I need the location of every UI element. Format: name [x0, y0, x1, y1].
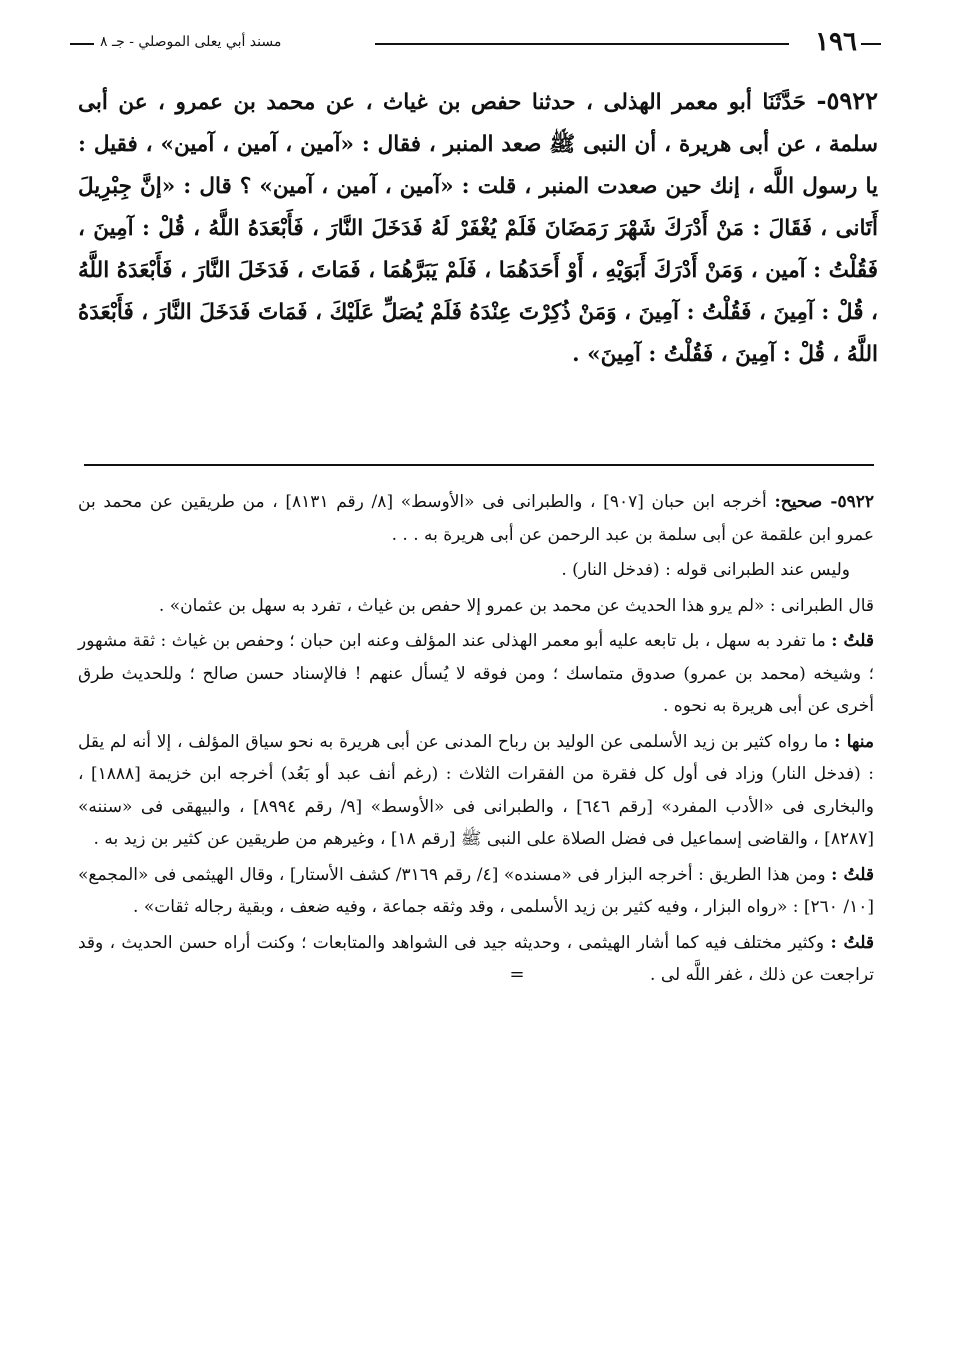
- header-rule: [70, 43, 94, 45]
- note-text: وكثير مختلف فيه كما أشار الهيثمى ، وحديثه جيد فى الشواهد والمتابعات ؛ وكنت أراه حسن الحديث ، وقد تراجعت عن ذلك ، غفر اللَّه لى .: [78, 932, 874, 985]
- note-text: أخرجه ابن حبان [٩٠٧] ، والطبرانى فى «الأوسط» [٨/ رقم ٨١٣١] ، من طريقين عن محمد بن عمرو ابن علقمة عن أبى سلمة بن عبد الرحمن عن أبى هريرة به . . .: [78, 492, 874, 545]
- note-label: ٥٩٢٢- صحيح:: [774, 492, 875, 512]
- note-label: قلتُ :: [830, 932, 874, 953]
- hadith-body: حَدَّثَنَا أبو معمر الهذلى ، حدثنا حفص بن غياث ، عن محمد بن عمرو ، عن أبى سلمة ، عن أبى هريرة ، أن النبى ﷺ صعد المنبر ، فقال : «آمين ، آمين ، آمين» ، فقيل : يا رسول اللَّه ، إنك حين صعدت المنبر ، قلت : «آمين ، آمين ، آمين» ؟ قال : «إنَّ جِبْرِيلَ أَتَانى ، فَقَالَ : مَنْ أَدْرَكَ شَهْرَ رَمَضَانَ فَلَمْ يُغْفَرْ لَهُ فَدَخَلَ النَّارَ ، فَأَبْعَدَهُ اللَّهُ ، قُلْ : آمِينَ ، فَقُلْتُ : آمين ، وَمَنْ أَدْرَكَ أَبَوَيْهِ ، أَوْ أَحَدَهُمَا ، فَلَمْ يَبَرَّهُمَا ، فَمَاتَ ، فَدَخَلَ النَّارَ ، فَأَبْعَدَهُ اللَّهُ ، قُلْ : آمِينَ ، فَقُلْتُ : آمِينَ ، وَمَنْ ذُكِرْتَ عِنْدَهُ فَلَمْ يُصَلِّ عَلَيْكَ ، فَمَاتَ فَدَخَلَ النَّارَ ، فَأَبْعَدَهُ اللَّهُ ، قُلْ : آمِينَ ، فَقُلْتُ : آمِينَ» .: [78, 90, 878, 367]
- note-label: قلتُ :: [831, 864, 874, 885]
- running-header: [70, 24, 881, 64]
- footnote-separator: [84, 464, 874, 466]
- note-text: ما رواه كثير بن زيد الأسلمى عن الوليد بن رباح المدنى عن أبى هريرة به نحو سياق المؤلف ، إلا أنه لم يقل : (فدخل النار) وزاد فى أول كل فقرة من الفقرات الثلاث : (رغم أنف عبد أو بَعُد) أخرجه ابن خزيمة [١٨٨٨] ، والبخارى فى «الأدب المفرد» [رقم ٦٤٦] ، والطبرانى فى «الأوسط» [٩/ رقم ٨٩٩٤] ، والبيهقى فى «سننه» [٨٢٨٧] ، والقاضى إسماعيل فى فضل الصلاة على النبى ﷺ [رقم ١٨] ، وغيرهم من طريقين عن كثير بن زيد به .: [78, 731, 874, 849]
- note-paragraph: [78, 859, 874, 924]
- note-text: ما تفرد به سهل ، بل تابعه عليه أبو معمر الهذلى عند المؤلف وعنه ابن حبان ؛ وحفص بن غياث : ثقة مشهور ؛ وشيخه (محمد بن عمرو) صدوق متماسك ؛ ومن فوقه لا يُسأل عنهم ! فالإسناد حسن صالح ؛ وللحديث طرق أخرى عن أبى هريرة به نحوه .: [78, 631, 874, 716]
- note-paragraph: وليس عند الطبرانى قوله : (فدخل النار) .: [561, 560, 850, 580]
- header-rule: [375, 43, 789, 45]
- note-label: منها :: [834, 731, 874, 752]
- note-paragraph: [78, 927, 874, 992]
- continuation-mark: =: [509, 964, 525, 985]
- commentary: [78, 486, 874, 995]
- note-label: قلتُ :: [831, 631, 875, 651]
- note-paragraph: قال الطبرانى : «لم يرو هذا الحديث عن محمد بن عمرو إلا حفص بن غياث ، تفرد به سهل بن عثمان» .: [158, 595, 874, 616]
- running-title: مسند أبي يعلى الموصلي - جـ ٨: [100, 34, 282, 50]
- hadith-paragraph: [78, 80, 878, 376]
- note-text: ومن هذا الطريق : أخرجه البزار فى «مسنده» [٤/ رقم ٣١٦٩/ كشف الأستار] ، وقال الهيثمى فى «المجمع» [١٠/ ٢٦٠] : «رواه البزار ، وفيه كثير بن زيد الأسلمى ، وقد وثقه جماعة ، وفيه ضعف ، وبقية رجاله ثقات» .: [78, 864, 874, 917]
- note-grading: [78, 486, 874, 551]
- note-paragraph: [78, 726, 874, 856]
- hadith-text: [78, 80, 878, 376]
- note-paragraph: [78, 625, 874, 723]
- header-rule: [861, 43, 881, 45]
- page-number: ١٩٦: [815, 27, 857, 57]
- hadith-number: ٥٩٢٢-: [816, 86, 878, 115]
